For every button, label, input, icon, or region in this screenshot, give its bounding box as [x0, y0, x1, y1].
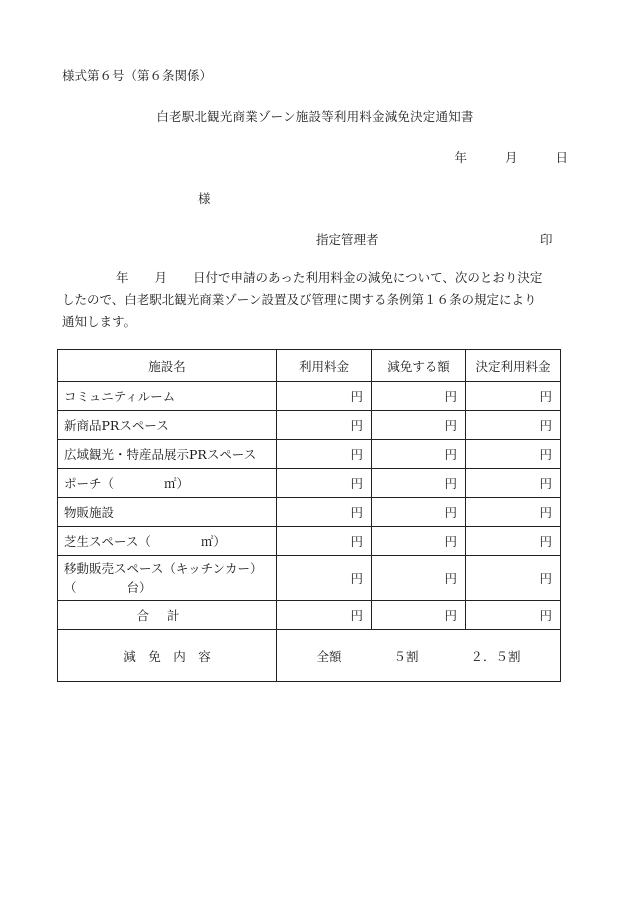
table-row	[58, 498, 561, 527]
fee-cell: 円	[277, 469, 372, 498]
facility-name: 広域観光・特産品展示PRスペース	[58, 440, 277, 469]
facility-name-line1: 移動販売スペース（キッチンカー）	[64, 561, 263, 576]
header-final-fee: 決定利用料金	[466, 350, 561, 382]
date-line	[455, 148, 568, 166]
reduction-cell: 円	[372, 527, 466, 556]
fee-cell: 円	[277, 411, 372, 440]
body-month: 月	[154, 270, 168, 285]
final-fee-cell: 円	[466, 556, 561, 601]
total-row	[58, 601, 561, 630]
body-line1: 日付で申請のあった利用料金の減免について、次のとおり決定	[193, 270, 543, 285]
header-fee: 利用料金	[277, 350, 372, 382]
fee-cell: 円	[277, 382, 372, 411]
option-full: 全額	[316, 648, 342, 664]
designated-manager-label: 指定管理者	[316, 232, 379, 247]
table-row	[58, 469, 561, 498]
fee-cell: 円	[277, 527, 372, 556]
reduction-cell: 円	[372, 382, 466, 411]
reduction-cell: 円	[372, 440, 466, 469]
fee-reduction-table	[57, 349, 561, 682]
option-quarter: ２．５割	[470, 648, 521, 664]
body-line3: 通知します。	[62, 314, 137, 329]
facility-name-line2: （ 台）	[64, 580, 152, 595]
total-reduction-cell: 円	[372, 601, 466, 630]
final-fee-cell: 円	[466, 411, 561, 440]
final-fee-cell: 円	[466, 498, 561, 527]
facility-name: ポーチ（ ㎡）	[58, 469, 277, 498]
fee-cell: 円	[277, 440, 372, 469]
reduction-options	[277, 630, 561, 682]
option-half: ５割	[393, 648, 419, 664]
reduction-detail-row	[58, 630, 561, 682]
table-row	[58, 527, 561, 556]
reduction-cell: 円	[372, 556, 466, 601]
facility-name: 芝生スペース（ ㎡）	[58, 527, 277, 556]
document-title: 白老駅北観光商業ゾーン施設等利用料金減免決定通知書	[156, 109, 474, 124]
table-row	[58, 411, 561, 440]
body-line2: したので、白老駅北観光商業ゾーン設置及び管理に関する条例第１６条の規定により	[62, 292, 537, 307]
facility-name: 新商品PRスペース	[58, 411, 277, 440]
facility-name: コミュニティルーム	[58, 382, 277, 411]
table-row	[58, 440, 561, 469]
table-row	[58, 556, 561, 601]
reduction-detail-label: 減 免 内 容	[58, 630, 277, 682]
body-year: 年	[116, 270, 129, 285]
date-year: 年	[454, 150, 468, 165]
total-label: 合計	[58, 601, 277, 630]
header-reduction-amount: 減免する額	[372, 350, 466, 382]
addressee-suffix: 様	[198, 191, 211, 206]
final-fee-cell: 円	[466, 469, 561, 498]
date-month: 月	[505, 150, 518, 165]
header-facility: 施設名	[58, 350, 277, 382]
fee-cell: 円	[277, 556, 372, 601]
facility-name: 物販施設	[58, 498, 277, 527]
table-header-row	[58, 350, 561, 382]
date-day: 日	[555, 150, 568, 165]
fee-cell: 円	[277, 498, 372, 527]
seal-mark: 印	[540, 232, 553, 247]
notice-body	[62, 267, 578, 333]
reduction-cell: 円	[372, 469, 466, 498]
reduction-cell: 円	[372, 411, 466, 440]
facility-name	[58, 556, 277, 601]
final-fee-cell: 円	[466, 440, 561, 469]
form-number: 様式第６号（第６条関係）	[62, 68, 213, 83]
total-fee-cell: 円	[277, 601, 372, 630]
table-row	[58, 382, 561, 411]
final-fee-cell: 円	[466, 527, 561, 556]
reduction-cell: 円	[372, 498, 466, 527]
final-fee-cell: 円	[466, 382, 561, 411]
total-final-fee-cell: 円	[466, 601, 561, 630]
